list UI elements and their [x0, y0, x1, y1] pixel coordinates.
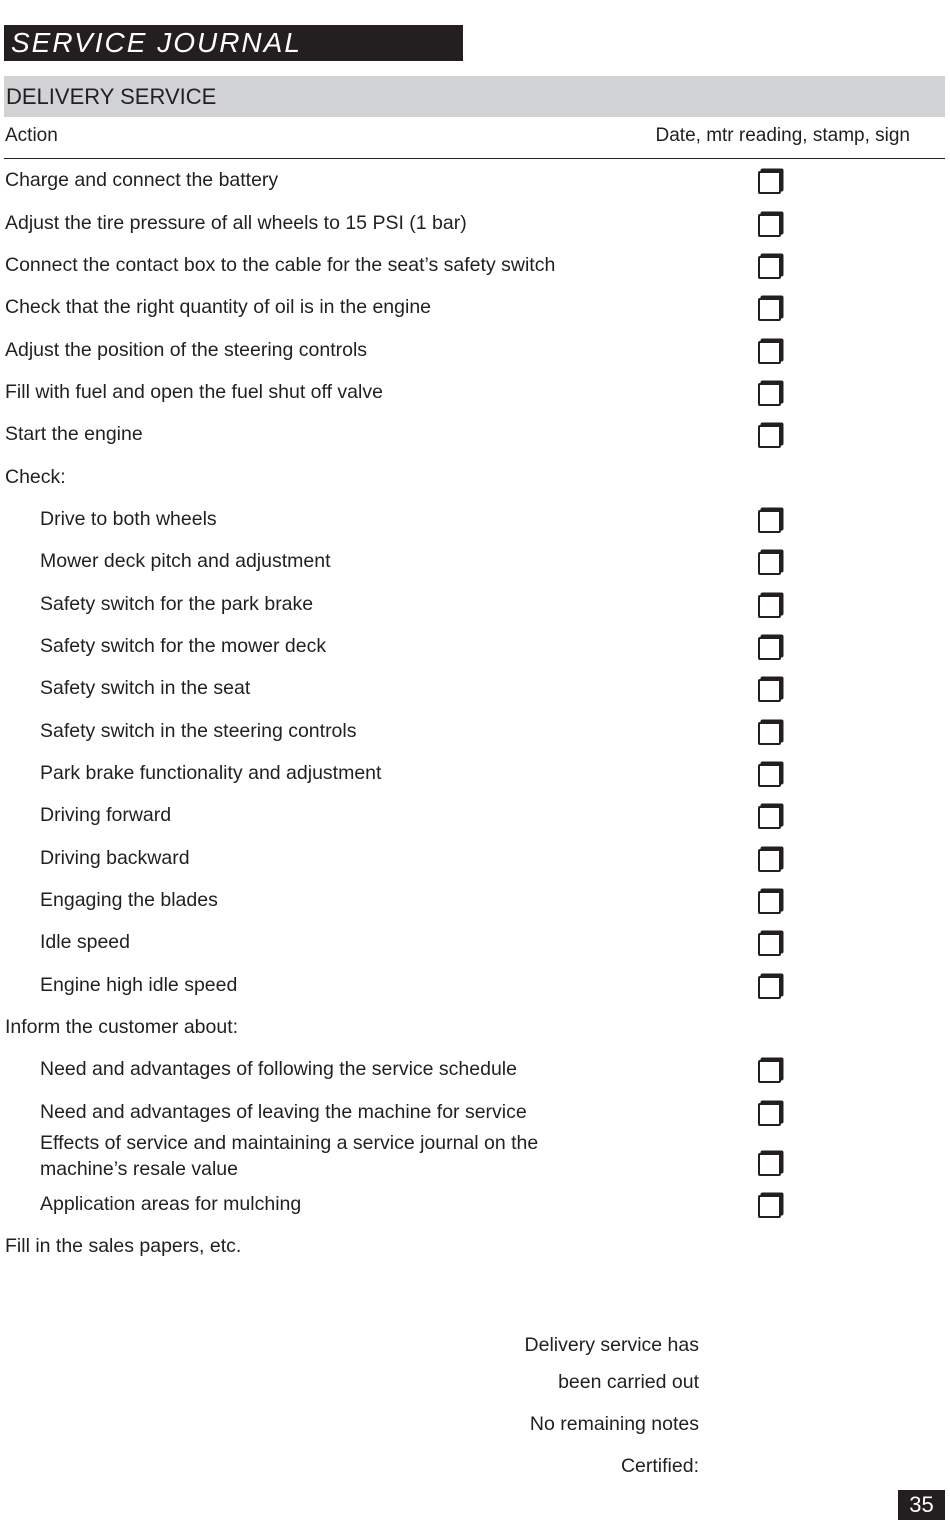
checklist-row — [0, 880, 950, 922]
row-text: Adjust the position of the steering controls — [5, 338, 368, 361]
checkbox[interactable] — [758, 341, 781, 364]
row-text: Fill in the sales papers, etc. — [5, 1235, 242, 1258]
checklist-row — [0, 499, 950, 541]
checklist-row — [0, 1049, 950, 1091]
row-text: Safety switch in the seat — [40, 677, 251, 700]
certification-line-4: Certified: — [620, 1455, 699, 1477]
row-text: Connect the contact box to the cable for the seat’s safety switch — [5, 253, 556, 276]
checklist — [0, 160, 950, 1268]
checkbox[interactable] — [758, 1153, 781, 1176]
checklist-row — [0, 964, 950, 1006]
group-heading-text: Check: — [5, 465, 66, 488]
checklist-row — [0, 245, 950, 287]
row-text: Engaging the blades — [40, 888, 218, 911]
header-divider — [4, 158, 945, 159]
checkbox[interactable] — [758, 679, 781, 702]
row-text: Idle speed — [40, 931, 130, 954]
checklist-row — [0, 287, 950, 329]
checklist-row — [0, 1091, 950, 1133]
row-text: Start the engine — [5, 423, 143, 446]
checkbox[interactable] — [758, 383, 781, 406]
certification-line-2: been carried out — [558, 1371, 699, 1393]
row-text-line2: machine’s resale value — [40, 1157, 238, 1180]
checkbox[interactable] — [758, 298, 781, 321]
row-text: Application areas for mulching — [40, 1192, 302, 1215]
checklist-row — [0, 710, 950, 752]
row-text: Engine high idle speed — [40, 973, 238, 996]
checklist-row — [0, 922, 950, 964]
column-header-date: Date, mtr reading, stamp, sign — [655, 125, 910, 146]
checklist-row — [0, 753, 950, 795]
checkbox[interactable] — [758, 806, 781, 829]
page-number: 35 — [898, 1490, 945, 1520]
checkbox[interactable] — [758, 595, 781, 618]
checklist-row — [0, 202, 950, 244]
checklist-row — [0, 626, 950, 668]
checklist-row — [0, 837, 950, 879]
checklist-row — [0, 541, 950, 583]
row-text: Driving backward — [40, 846, 190, 869]
section-title: DELIVERY SERVICE — [6, 84, 217, 109]
checklist-row — [0, 372, 950, 414]
journal-title-banner — [4, 25, 463, 61]
row-text: Fill with fuel and open the fuel shut off valve — [5, 380, 383, 403]
row-text: Driving forward — [40, 804, 172, 827]
checklist-row — [0, 414, 950, 456]
row-text: Mower deck pitch and adjustment — [40, 550, 331, 573]
checkbox[interactable] — [758, 214, 781, 237]
row-text: Adjust the tire pressure of all wheels to 15 PSI (1 bar) — [5, 211, 467, 234]
row-text: Safety switch for the mower deck — [40, 634, 327, 657]
checkbox[interactable] — [758, 510, 781, 533]
checklist-row — [0, 329, 950, 371]
checkbox[interactable] — [758, 976, 781, 999]
row-text: Drive to both wheels — [40, 507, 217, 530]
checkbox[interactable] — [758, 849, 781, 872]
checkbox[interactable] — [758, 552, 781, 575]
checkbox[interactable] — [758, 891, 781, 914]
checkbox[interactable] — [758, 637, 781, 660]
certification-line-1: Delivery service has — [524, 1334, 699, 1356]
checklist-group-heading — [0, 456, 950, 498]
checklist-row — [0, 1184, 950, 1226]
row-text: Check that the right quantity of oil is in the engine — [5, 296, 432, 319]
checkbox[interactable] — [758, 256, 781, 279]
checkbox[interactable] — [758, 1060, 781, 1083]
group-heading-text: Inform the customer about: — [5, 1015, 239, 1038]
checklist-row — [0, 160, 950, 202]
checklist-row — [0, 668, 950, 710]
row-text: Park brake functionality and adjustment — [40, 761, 382, 784]
row-text: Safety switch for the park brake — [40, 592, 314, 615]
row-text: Need and advantages of following the service schedule — [40, 1058, 517, 1081]
checkbox[interactable] — [758, 171, 781, 194]
column-header-action: Action — [5, 125, 58, 146]
checkbox[interactable] — [758, 933, 781, 956]
section-header-bar — [4, 76, 945, 117]
checklist-row — [0, 795, 950, 837]
checklist-group-heading — [0, 1007, 950, 1049]
journal-title: SERVICE JOURNAL — [11, 27, 302, 58]
checklist-row — [0, 1131, 950, 1184]
row-text: Safety switch in the steering controls — [40, 719, 357, 742]
checklist-row — [0, 583, 950, 625]
checkbox[interactable] — [758, 722, 781, 745]
checkbox[interactable] — [758, 425, 781, 448]
row-text: Need and advantages of leaving the machine for service — [40, 1100, 527, 1123]
checklist-row — [0, 1226, 950, 1268]
certification-line-3: No remaining notes — [529, 1413, 699, 1435]
checkbox[interactable] — [758, 1195, 781, 1218]
row-text: Charge and connect the battery — [5, 169, 279, 192]
checkbox[interactable] — [758, 1103, 781, 1126]
row-text — [40, 1130, 538, 1182]
row-text-line1: Effects of service and maintaining a service journal on the — [40, 1131, 539, 1154]
checkbox[interactable] — [758, 764, 781, 787]
